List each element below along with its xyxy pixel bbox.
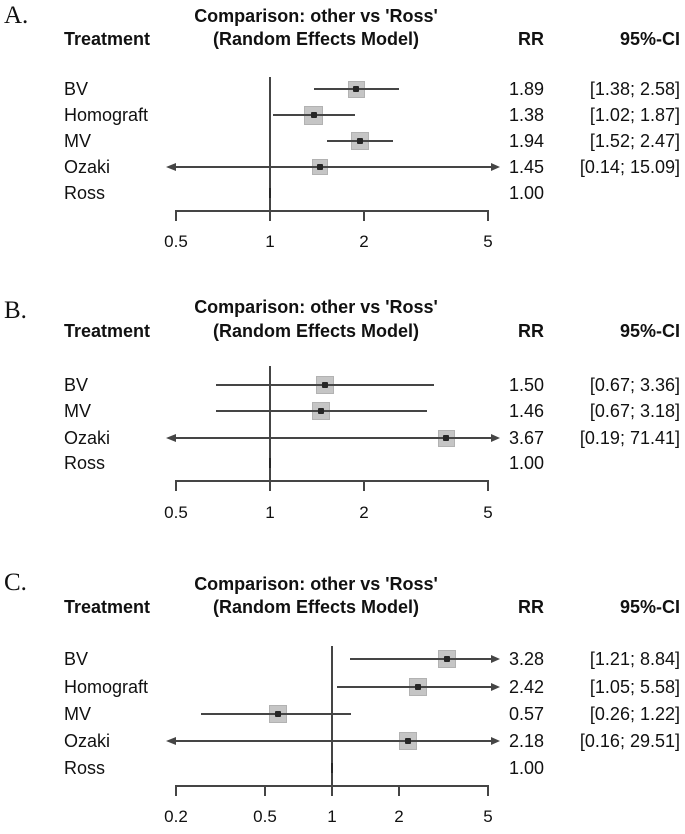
axis-tick <box>487 482 489 491</box>
ci-value: [0.67; 3.18] <box>589 401 680 421</box>
axis-tick-label: 2 <box>394 807 404 826</box>
rr-value: 2.18 <box>508 731 544 751</box>
treatment-label: Ross <box>64 453 106 473</box>
reference-marker <box>269 188 271 198</box>
treatment-label: Ross <box>64 758 106 778</box>
rr-value: 1.94 <box>508 131 544 151</box>
rr-value: 1.00 <box>508 183 544 203</box>
panel-label: B. <box>4 297 27 324</box>
axis-tick <box>331 787 333 796</box>
rr-value: 3.67 <box>508 428 544 448</box>
ci-value: [0.67; 3.36] <box>589 375 680 395</box>
column-header-ci: 95%-CI <box>619 321 680 341</box>
column-header-rr: RR <box>518 29 544 49</box>
ci-value: [0.16; 29.51] <box>579 731 680 751</box>
axis-tick <box>264 787 266 796</box>
treatment-label: Homograft <box>64 677 149 697</box>
chart-title: Comparison: other vs 'Ross' <box>194 297 438 317</box>
treatment-label: Ozaki <box>64 731 111 751</box>
axis-tick <box>175 212 177 221</box>
axis-tick <box>175 482 177 491</box>
ci-value: [1.52; 2.47] <box>589 131 680 151</box>
point-marker <box>311 112 317 118</box>
rr-value: 0.57 <box>508 704 544 724</box>
treatment-label: BV <box>64 79 89 99</box>
forest-panel-c <box>0 558 685 834</box>
axis-tick <box>363 212 365 221</box>
point-marker <box>444 656 450 662</box>
ci-value: [1.38; 2.58] <box>589 79 680 99</box>
axis-tick <box>175 787 177 796</box>
point-marker <box>322 382 328 388</box>
arrowhead-left-icon <box>166 737 176 745</box>
reference-marker <box>331 763 333 773</box>
axis-tick-label: 1 <box>327 807 337 826</box>
point-marker <box>317 164 323 170</box>
rr-value: 1.50 <box>508 375 544 395</box>
axis-tick-label: 0.5 <box>253 807 277 826</box>
axis-tick <box>269 482 271 491</box>
point-marker <box>318 408 324 414</box>
chart-subtitle: (Random Effects Model) <box>212 29 419 49</box>
arrowhead-left-icon <box>166 434 176 442</box>
chart-title: Comparison: other vs 'Ross' <box>194 6 438 26</box>
column-header-treatment: Treatment <box>64 597 151 617</box>
axis-tick-label: 0.2 <box>164 807 188 826</box>
treatment-label: BV <box>64 375 89 395</box>
panel-label: A. <box>4 2 29 29</box>
ci-value: [1.05; 5.58] <box>589 677 680 697</box>
treatment-label: BV <box>64 649 89 669</box>
treatment-label: Ozaki <box>64 157 111 177</box>
axis-tick <box>398 787 400 796</box>
column-header-ci: 95%-CI <box>619 597 680 617</box>
treatment-label: MV <box>64 704 91 724</box>
ci-value: [1.02; 1.87] <box>589 105 680 125</box>
point-marker <box>405 738 411 744</box>
axis-tick-label: 1 <box>265 232 275 251</box>
axis-tick <box>487 787 489 796</box>
column-header-treatment: Treatment <box>64 29 151 49</box>
treatment-label: Ozaki <box>64 428 111 448</box>
axis-tick-label: 1 <box>265 503 275 522</box>
treatment-label: MV <box>64 401 91 421</box>
arrowhead-right-icon <box>491 683 500 691</box>
axis-tick-label: 5 <box>483 503 493 522</box>
chart-title: Comparison: other vs 'Ross' <box>194 574 438 594</box>
axis-tick-label: 5 <box>483 232 493 251</box>
x-axis-line <box>175 210 489 212</box>
point-marker <box>353 86 359 92</box>
treatment-label: Homograft <box>64 105 149 125</box>
axis-tick <box>487 212 489 221</box>
chart-subtitle: (Random Effects Model) <box>212 597 419 617</box>
axis-tick-label: 2 <box>359 232 369 251</box>
rr-value: 1.00 <box>508 758 544 778</box>
arrowhead-left-icon <box>166 163 176 171</box>
treatment-label: Ross <box>64 183 106 203</box>
column-header-ci: 95%-CI <box>619 29 680 49</box>
ci-value: [0.26; 1.22] <box>589 704 680 724</box>
rr-value: 2.42 <box>508 677 544 697</box>
arrowhead-right-icon <box>491 163 500 171</box>
rr-value: 1.38 <box>508 105 544 125</box>
column-header-rr: RR <box>518 321 544 341</box>
panel-label: C. <box>4 569 27 596</box>
chart-subtitle: (Random Effects Model) <box>212 321 419 341</box>
point-marker <box>357 138 363 144</box>
arrowhead-right-icon <box>491 655 500 663</box>
rr-value: 1.45 <box>508 157 544 177</box>
reference-marker <box>269 458 271 468</box>
axis-tick <box>269 212 271 221</box>
treatment-label: MV <box>64 131 91 151</box>
x-axis-line <box>175 480 489 482</box>
ci-value: [0.14; 15.09] <box>579 157 680 177</box>
ci-line <box>176 740 491 742</box>
ci-line <box>337 686 491 688</box>
ci-line <box>176 166 491 168</box>
point-marker <box>415 684 421 690</box>
axis-tick-label: 0.5 <box>164 503 188 522</box>
axis-tick <box>363 482 365 491</box>
ci-line <box>350 658 491 660</box>
axis-tick-label: 0.5 <box>164 232 188 251</box>
forest-panel-a <box>0 0 685 290</box>
forest-panel-b <box>0 292 685 558</box>
ci-value: [1.21; 8.84] <box>589 649 680 669</box>
arrowhead-right-icon <box>491 434 500 442</box>
rr-value: 1.89 <box>508 79 544 99</box>
column-header-treatment: Treatment <box>64 321 151 341</box>
rr-value: 3.28 <box>508 649 544 669</box>
rr-value: 1.46 <box>508 401 544 421</box>
rr-value: 1.00 <box>508 453 544 473</box>
column-header-rr: RR <box>518 597 544 617</box>
point-marker <box>275 711 281 717</box>
arrowhead-right-icon <box>491 737 500 745</box>
point-marker <box>443 435 449 441</box>
axis-tick-label: 5 <box>483 807 493 826</box>
axis-tick-label: 2 <box>359 503 369 522</box>
ci-value: [0.19; 71.41] <box>579 428 680 448</box>
